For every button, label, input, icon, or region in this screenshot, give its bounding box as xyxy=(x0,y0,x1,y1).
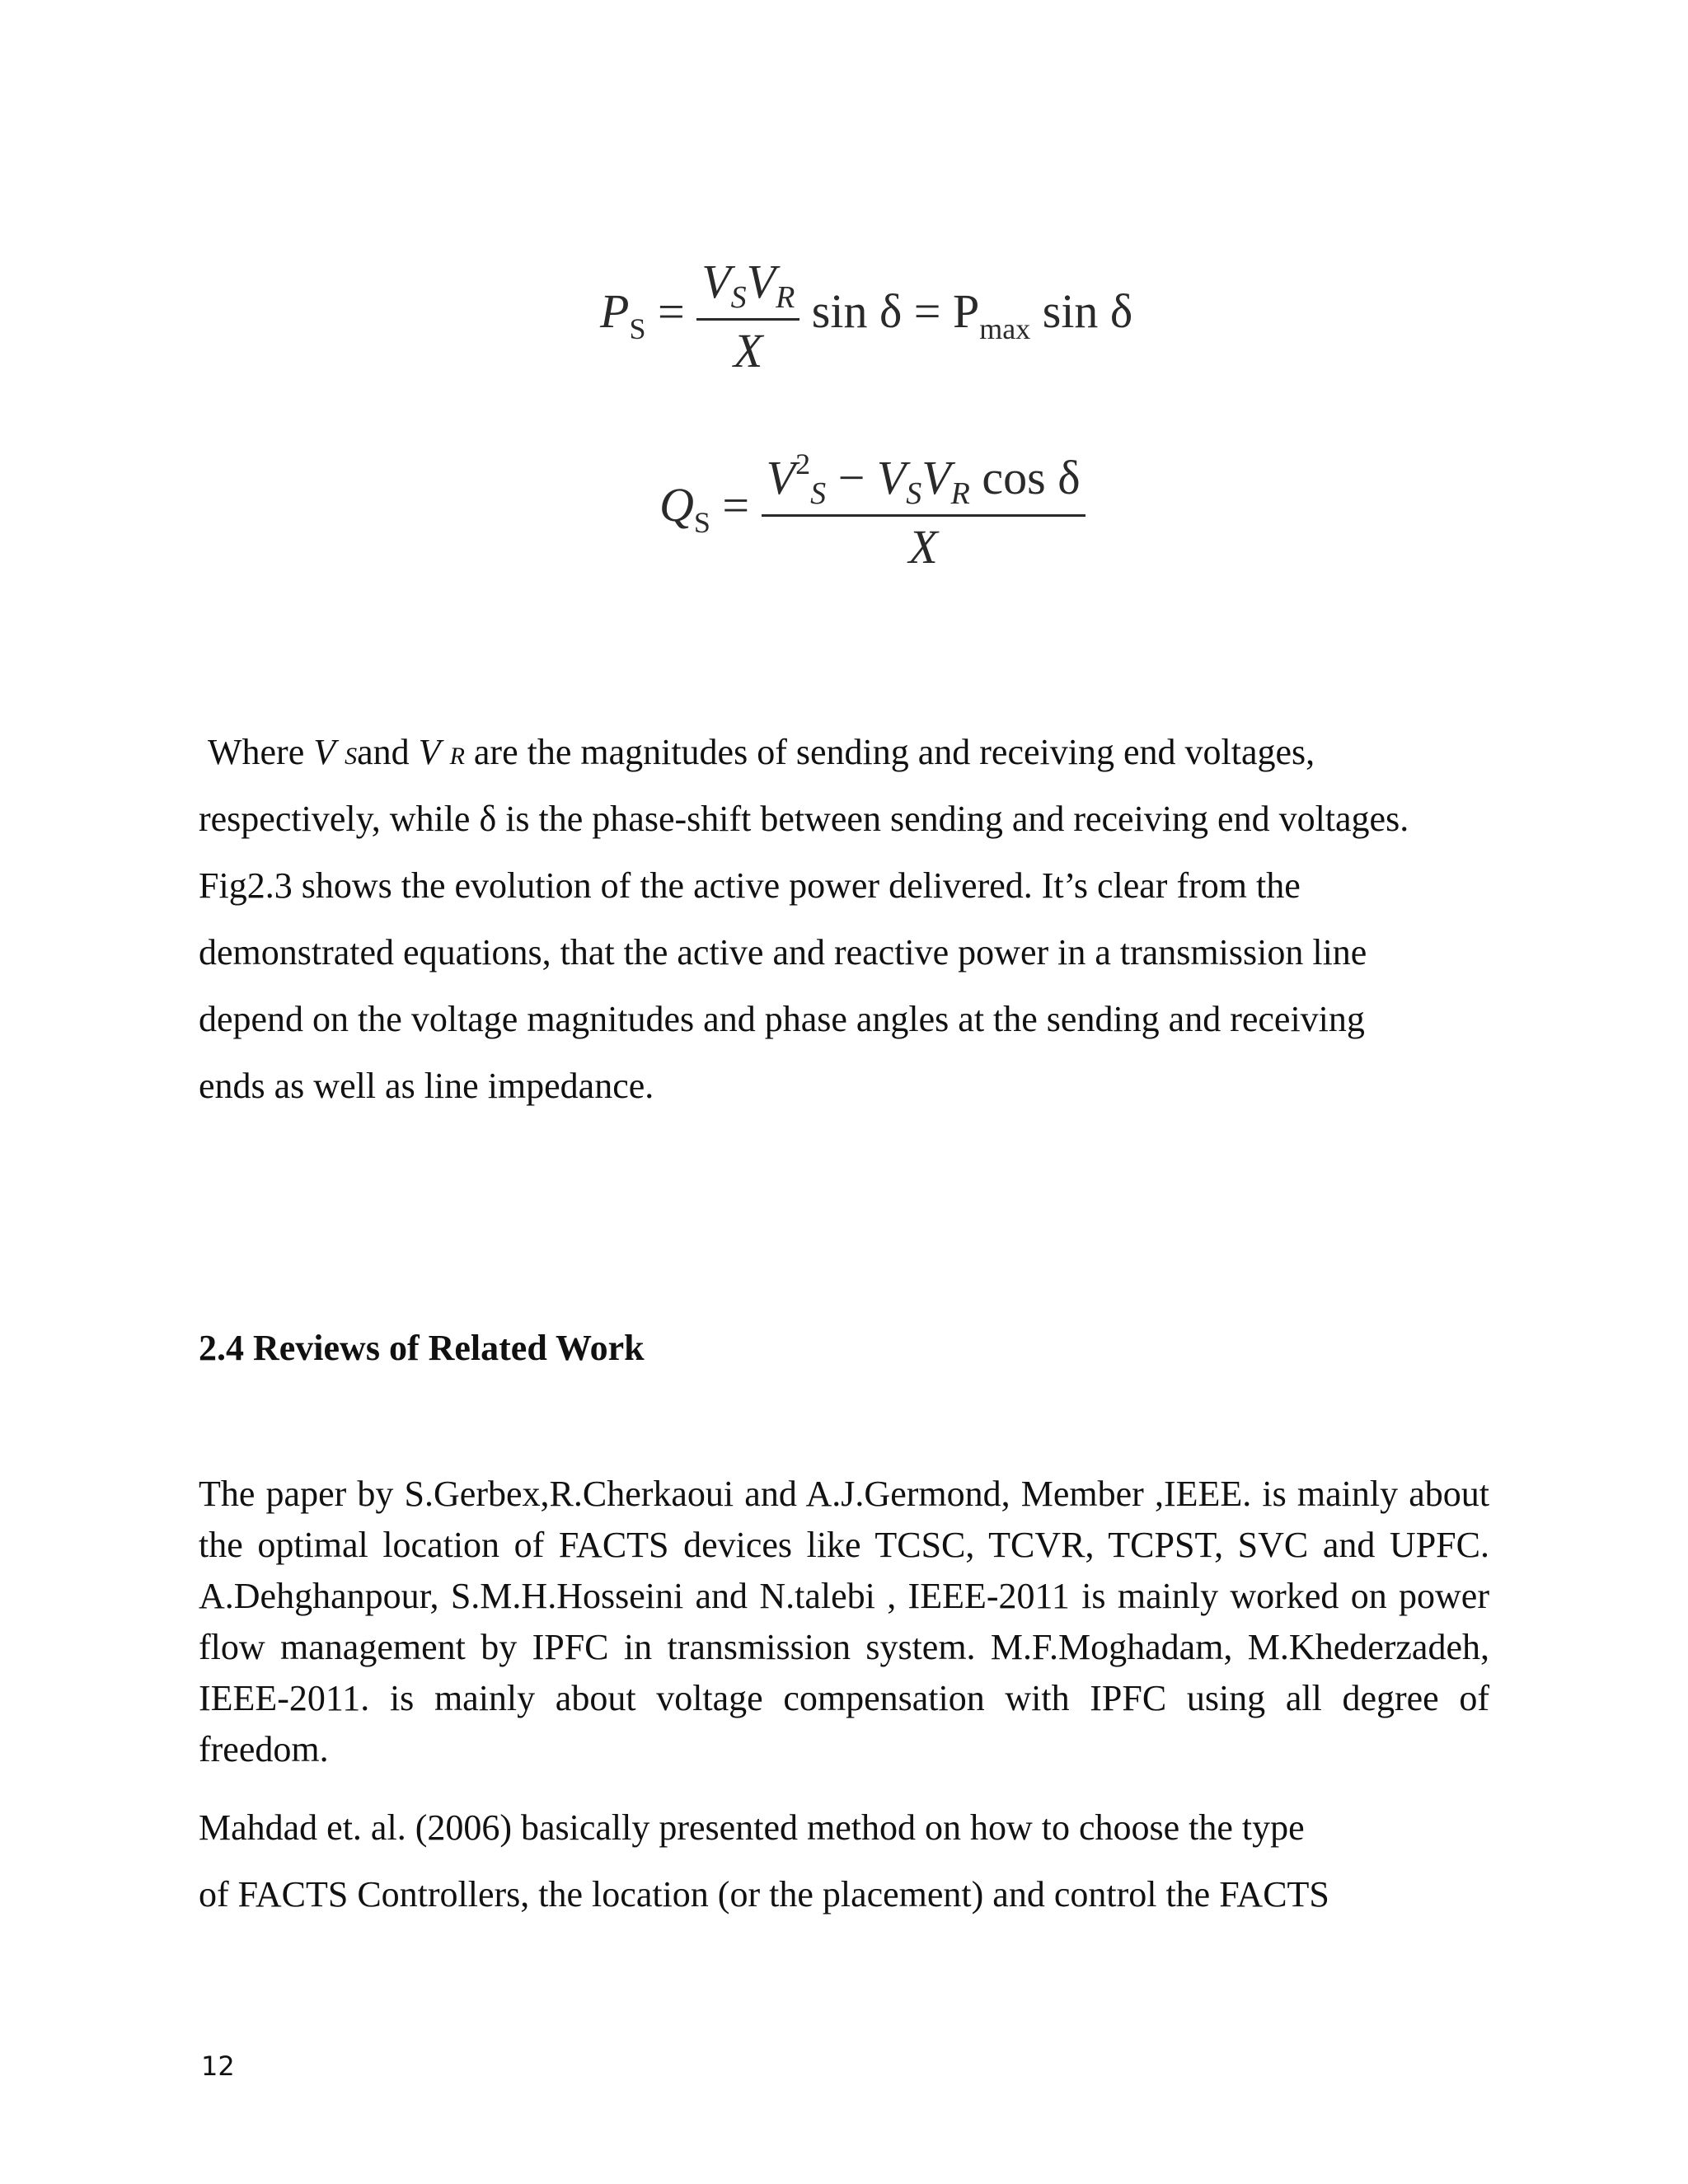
ps-denominator: X xyxy=(734,324,763,377)
qs-lhs: $Q_S$ xyxy=(659,478,710,540)
text-line: Fig2.3 shows the evolution of the active power delivered. It’s clear from the xyxy=(199,865,1301,906)
ps-numerator: $V_SV_R$ xyxy=(696,258,799,321)
text-line: depend on the voltage magnitudes and phase angles at the sending and receiving xyxy=(199,999,1365,1039)
section-heading: 2.4 Reviews of Related Work xyxy=(199,1328,645,1368)
text-line: ends as well as line impedance. xyxy=(199,1066,654,1106)
text-line: of FACTS Controllers, the location (or the placement) and control the FACTS xyxy=(199,1874,1329,1915)
page-number: 12 xyxy=(201,2050,235,2082)
qs-numerator: $V^2_S - V_SV_R$ cos δ xyxy=(762,449,1085,517)
equation-active-power xyxy=(600,255,1133,377)
text-line: respectively, while δ is the phase-shift between sending and receiving end voltages. xyxy=(199,799,1409,839)
equation-reactive-power xyxy=(659,448,1085,574)
text-line: Where V Sand V R are the magnitudes of sending and receiving end voltages, xyxy=(208,732,1315,772)
qs-denominator: X xyxy=(908,520,938,574)
equals-sign: = xyxy=(722,478,762,532)
ps-lhs: $P_S$ xyxy=(600,284,646,346)
equals-sign: = xyxy=(657,284,697,339)
ps-fraction xyxy=(696,255,799,377)
text-line: Mahdad et. al. (2006) basically presented method on how to choose the type xyxy=(199,1807,1305,1848)
ps-rhs: $\sin \delta = P_{max}$ sin δ xyxy=(811,284,1133,346)
text-line: demonstrated equations, that the active and reactive power in a transmission line xyxy=(199,932,1367,972)
qs-fraction xyxy=(762,448,1085,574)
paragraph-related-work: The paper by S.Gerbex,R.Cherkaoui and A.J.Germond, Member ,IEEE. is mainly about the optimal location of FACTS devices like TCSC, TCVR, TCPST, SVC and UPFC. A.Dehghanpour, S.M.H.Hosseini and N.talebi , IEEE-2011 is mainly worked on power flow management by IPFC in transmission system. M.F.Moghadam, M.Khederzadeh, IEEE-2011. is mainly about voltage compensation with IPFC using all degree of freedom. xyxy=(199,1474,1489,1769)
